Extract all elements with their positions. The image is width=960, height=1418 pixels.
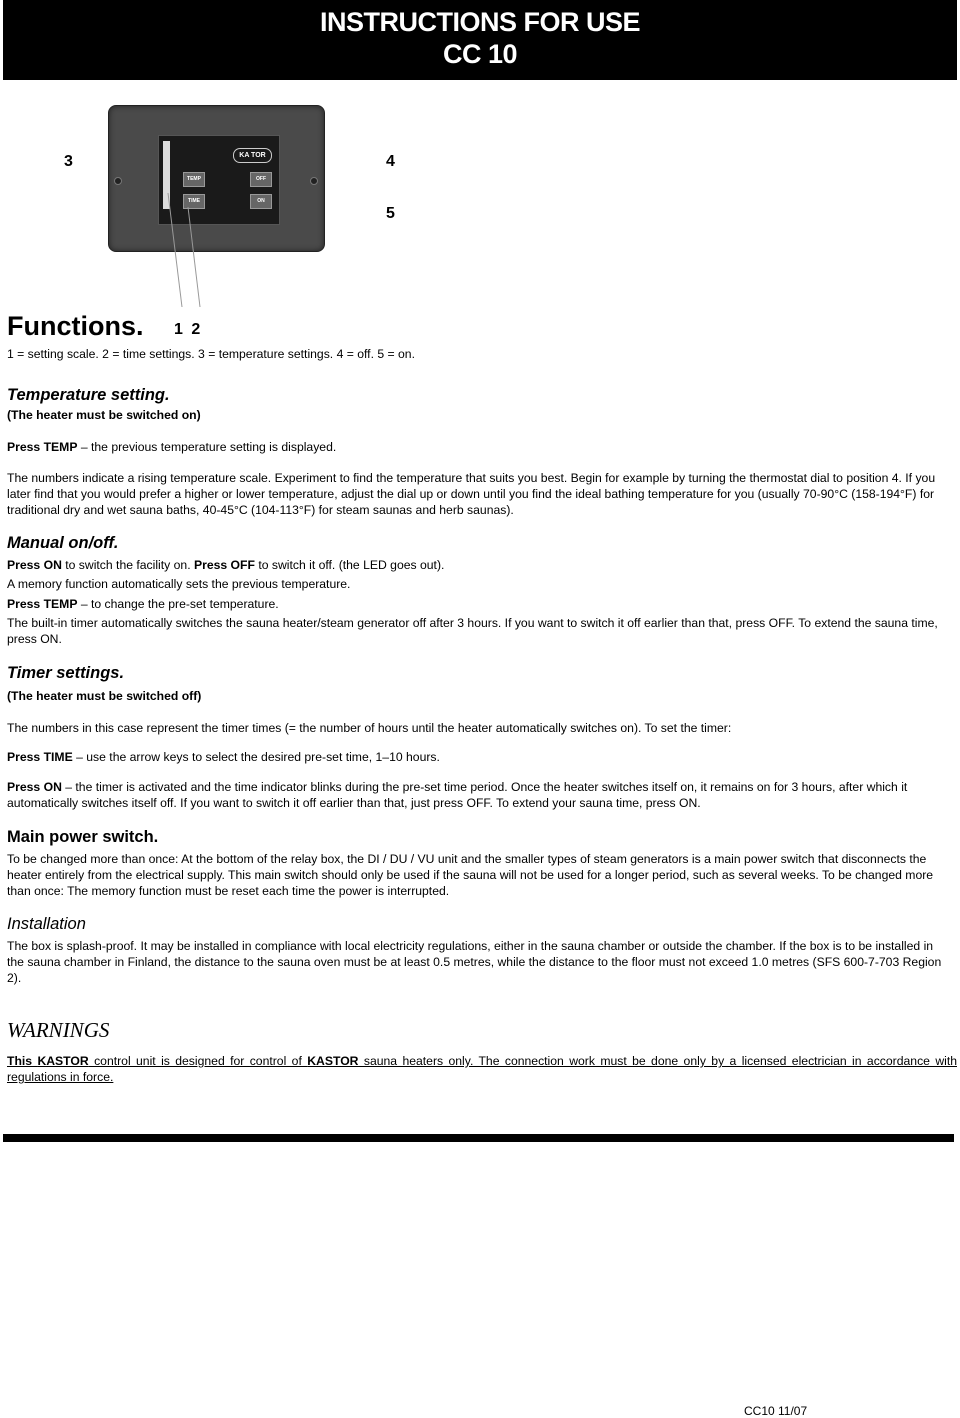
functions-callout-numbers: 1 2: [174, 321, 203, 338]
temperature-body: The numbers indicate a rising temperature scale. Experiment to find the temperature that suits you best. Begin for example by turning the thermostat dial to position 4. If you later find that you would prefer a higher or lower temperature, adjust the dial up or down until you find the ideal bathing temperature for you (usually 70-90°C (158-194°F) for traditional dry and wet sauna baths, 40-45°C (104-113°F) for steam saunas and herb saunas).: [7, 471, 936, 517]
warn-kastor-1: KASTOR: [37, 1054, 89, 1068]
control-unit-figure: [0, 95, 960, 335]
temperature-press-line: [7, 439, 336, 455]
press-time-label: Press TIME: [7, 750, 73, 764]
warn-rest: sauna heaters only. The connection work must be done only by a licensed electrician in accordance with regulations in force.: [7, 1054, 957, 1084]
press-temp-label: Press TEMP: [7, 440, 78, 454]
press-off-label: Press OFF: [193, 558, 255, 572]
manual-memory: A memory function automatically sets the previous temperature.: [7, 577, 351, 591]
document-header: [3, 0, 957, 80]
press-temp-text-2: – to change the pre-set temperature.: [77, 597, 279, 611]
installation-body: The box is splash-proof. It may be installed in compliance with local electricity regulations, either in the sauna chamber or outside the chamber. If the box is to be installed in the sauna chamber in Finland, the distance to the sauna oven must be at least 0.5 metres, while the distance to the floor must not exceed 1.0 metres (SFS 600-7-703 Region 2).: [7, 939, 942, 985]
callout-3: 3: [64, 153, 73, 170]
timer-press-on-line: [7, 779, 953, 811]
warn-this: This: [7, 1054, 38, 1068]
temp-button: TEMP: [183, 172, 205, 187]
temperature-note: (The heater must be switched on): [7, 408, 201, 422]
functions-heading: Functions.: [7, 311, 144, 341]
warnings-body: [7, 1053, 957, 1085]
header-title: INSTRUCTIONS FOR USE: [319, 7, 640, 37]
timer-note: (The heater must be switched off): [7, 689, 202, 703]
timer-heading: Timer settings.: [7, 664, 125, 682]
installation-heading: Installation: [7, 915, 86, 933]
callout-leader-lines: [0, 95, 960, 335]
timer-press-time-line: [7, 749, 440, 765]
warnings-heading: WARNINGS: [7, 1018, 110, 1042]
press-on-text: to switch the facility on.: [61, 558, 194, 572]
press-temp-text: – the previous temperature setting is displayed.: [77, 440, 337, 454]
warn-kastor-2: KASTOR: [307, 1054, 359, 1068]
timer-intro: The numbers in this case represent the timer times (= the number of hours until the heater automatically switches on). To set the timer:: [7, 721, 732, 735]
on-button: ON: [250, 194, 272, 209]
kastor-logo: KA TOR: [233, 148, 272, 163]
footer-code: CC10 11/07: [744, 1404, 808, 1418]
time-button: TIME: [183, 194, 205, 209]
footer-rule: [3, 1134, 954, 1142]
press-on-text-2: – the timer is activated and the time indicator blinks during the pre-set time period. Once the heater switches itself on, it remains on for 3 hours, after which it automatically switches itself off. If you want to switch it off earlier than that, just press OFF. To extend your sauna time, press ON.: [7, 780, 908, 810]
callout-5: 5: [386, 205, 395, 222]
press-on-label: Press ON: [7, 558, 62, 572]
manual-timer-text: The built-in timer automatically switches the sauna heater/steam generator off after 3 hours. If you want to switch it off earlier than that, press OFF. To extend the sauna time, press ON.: [7, 616, 938, 646]
manual-temp-line: [7, 596, 279, 612]
warn-mid: control unit is designed for control of: [88, 1054, 308, 1068]
callout-4: 4: [386, 153, 395, 170]
functions-legend: 1 = setting scale. 2 = time settings. 3 = temperature settings. 4 = off. 5 = on.: [7, 347, 415, 361]
manual-on-off-line: [7, 557, 444, 573]
press-on-label-2: Press ON: [7, 780, 62, 794]
power-heading: Main power switch.: [7, 828, 159, 846]
temperature-heading: Temperature setting.: [7, 386, 170, 404]
off-button: OFF: [250, 172, 272, 187]
header-model: CC 10: [442, 39, 518, 69]
power-body: To be changed more than once: At the bottom of the relay box, the DI / DU / VU unit and the smaller types of steam generators is a main power switch that disconnects the heater entirely from the electrical supply. This main switch should only be used if the sauna will not be used for a longer period, such as several weeks. To be changed more than once: The memory function must be reset each time the power is interrupted.: [7, 852, 934, 898]
press-time-text: – use the arrow keys to select the desired pre-set time, 1–10 hours.: [72, 750, 440, 764]
press-off-text: to switch it off. (the LED goes out).: [254, 558, 445, 572]
press-temp-label-2: Press TEMP: [7, 597, 78, 611]
manual-heading: Manual on/off.: [7, 534, 119, 552]
